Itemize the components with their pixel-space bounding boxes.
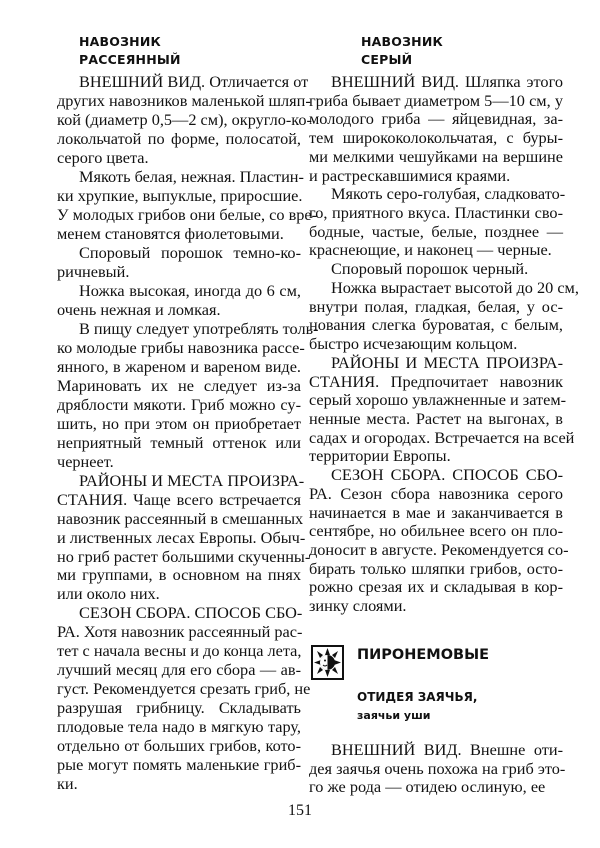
text-line: локольчатой по форме, полосатой, [57, 128, 301, 148]
text-line: СЕЗОН СБОРА. СПОСОБ СБО- [79, 603, 303, 623]
text-line: Ножка высокая, иногда до 6 см, [79, 280, 301, 300]
text-line: краснеющие, и наконец — черные. [309, 240, 552, 260]
text-line: В пищу следует употреблять толь- [79, 318, 319, 338]
text-line: СЕЗОН СБОРА. СПОСОБ СБО- [331, 465, 563, 485]
text-line: начинается в мае и заканчивается в [309, 502, 563, 522]
text-line: Споровый порошок темно-ко- [79, 242, 301, 262]
text-line: тем ширококолокольчатая, с буры- [309, 128, 563, 148]
text-line: гриба бывает диаметром 5—10 см, у [309, 90, 563, 110]
text-line: ко молодые грибы навозника рассе- [57, 337, 305, 357]
text-line: янного, в жареном и вареном виде. [57, 356, 301, 376]
text-line: РА. Хотя навозник рассеянный рас- [57, 622, 303, 642]
text-line: Мякоть белая, нежная. Пластин- [79, 166, 304, 186]
text-line: плодовые тела надо в мягкую тару, [57, 717, 301, 737]
text-line: сентябре, но обильнее всего он пло- [309, 521, 563, 541]
text-line: лучший месяц для его сбора — ав- [57, 660, 301, 680]
heading-line: РАССЕЯННЫЙ [79, 52, 181, 67]
text-line: быстро исчезающим кольцом. [309, 334, 518, 354]
text-line: Ножка вырастает высотой до 20 см, [331, 277, 579, 297]
text-line: рожно срезая их и складывая в кор- [309, 577, 563, 597]
text-line: го же рода — отидею ослиную, ее [309, 777, 546, 797]
text-line: ки хрупкие, выпуклые, приросшие. [57, 185, 303, 205]
text-line: дея заячья очень похожа на гриб это- [309, 758, 566, 778]
text-line: густ. Рекомендуется срезать гриб, не [57, 679, 311, 699]
text-line: СТАНИЯ. Чаще всего встречается [57, 489, 301, 509]
text-line: чернеет. [57, 451, 114, 471]
text-line: или около них. [57, 584, 160, 604]
heading-line: СЕРЫЙ [361, 52, 413, 67]
text-line: РА. Сезон сбора навозника серого [309, 483, 563, 503]
text-line: но гриб растет большими скученны- [57, 546, 311, 566]
heading-line: НАВОЗНИК [79, 34, 161, 49]
section-title: ПИРОНЕМОВЫЕ [357, 647, 490, 663]
text-line: дряблости мякоти. Гриб можно су- [57, 394, 301, 414]
sun-face-icon [311, 645, 344, 680]
text-line: бодные, частые, белые, позднее — [309, 221, 563, 241]
text-line: разрушая грибницу. Складывать [57, 698, 301, 718]
text-line: ВНЕШНИЙ ВИД. Отличается от [79, 72, 309, 91]
text-line: СТАНИЯ. Предпочитает навозник [309, 371, 563, 391]
text-line: очень нежная и ломкая. [57, 299, 221, 319]
text-line: шить, но при этом он приобретает [57, 413, 301, 433]
text-line: Мариновать их не следует из-за [57, 375, 301, 395]
text-line: Мякоть серо-голубая, сладковато- [331, 184, 566, 204]
page-number: 151 [288, 802, 312, 819]
text-line: ки. [57, 774, 78, 794]
text-line: Споровый порошок черный. [331, 259, 529, 279]
text-line: территории Европы. [309, 446, 451, 466]
article-heading: ОТИДЕЯ ЗАЯЧЬЯ, [357, 690, 478, 704]
text-line: тет с начала весны и до конца лета, [57, 641, 302, 661]
text-line: ми мелкими чешуйками на вершине [309, 146, 563, 166]
text-line: доносит в августе. Рекомендуется со- [309, 540, 569, 559]
text-line: серый хорошо увлажненные и затем- [309, 390, 567, 410]
text-line: бирать только шляпки грибов, осто- [309, 558, 563, 578]
text-line: и растрескавшимися краями. [309, 165, 511, 185]
text-line: ми группами, в основном на пнях [57, 565, 301, 585]
text-line: ричневый. [57, 261, 130, 281]
heading-line: НАВОЗНИК [361, 34, 443, 49]
text-line: зинку слоями. [309, 596, 407, 616]
text-line: серого цвета. [57, 147, 149, 167]
article-subheading: заячьи уши [357, 709, 431, 722]
text-line: рые могут помять маленькие гриб- [57, 755, 301, 775]
text-line: нования слегка буроватая, с белым, [309, 315, 563, 335]
text-line: ВНЕШНИЙ ВИД. Внешне оти- [331, 740, 563, 759]
article-heading [361, 33, 443, 69]
text-line: отдельно от больших грибов, кото- [57, 736, 301, 756]
text-line: кой (диаметр 0,5—2 см), округло-ко- [57, 109, 312, 129]
text-line: РАЙОНЫ И МЕСТА ПРОИЗРА- [331, 352, 563, 372]
text-line: ВНЕШНИЙ ВИД. Шляпка этого [331, 72, 563, 91]
text-line: других навозников маленькой шляп- [57, 90, 311, 110]
text-line: внутри полая, гладкая, белая, у ос- [309, 296, 563, 316]
text-line: ненные места. Растет на выгонах, в [309, 408, 563, 428]
text-line: го, приятного вкуса. Пластинки сво- [309, 203, 563, 223]
text-line: У молодых грибов они белые, со вре- [57, 204, 318, 224]
article-heading [79, 33, 181, 69]
text-line: менем становятся фиолетовыми. [57, 223, 284, 243]
text-line: и лиственных лесах Европы. Обыч- [57, 527, 306, 547]
text-line: молодого гриба — яйцевидная, за- [309, 109, 563, 129]
text-line: неприятный темный оттенок или [57, 432, 301, 452]
text-line: РАЙОНЫ И МЕСТА ПРОИЗРА- [79, 470, 305, 490]
text-line: садах и огородах. Встречается на всей [309, 427, 575, 447]
text-line: навозник рассеянный в смешанных [57, 508, 304, 528]
